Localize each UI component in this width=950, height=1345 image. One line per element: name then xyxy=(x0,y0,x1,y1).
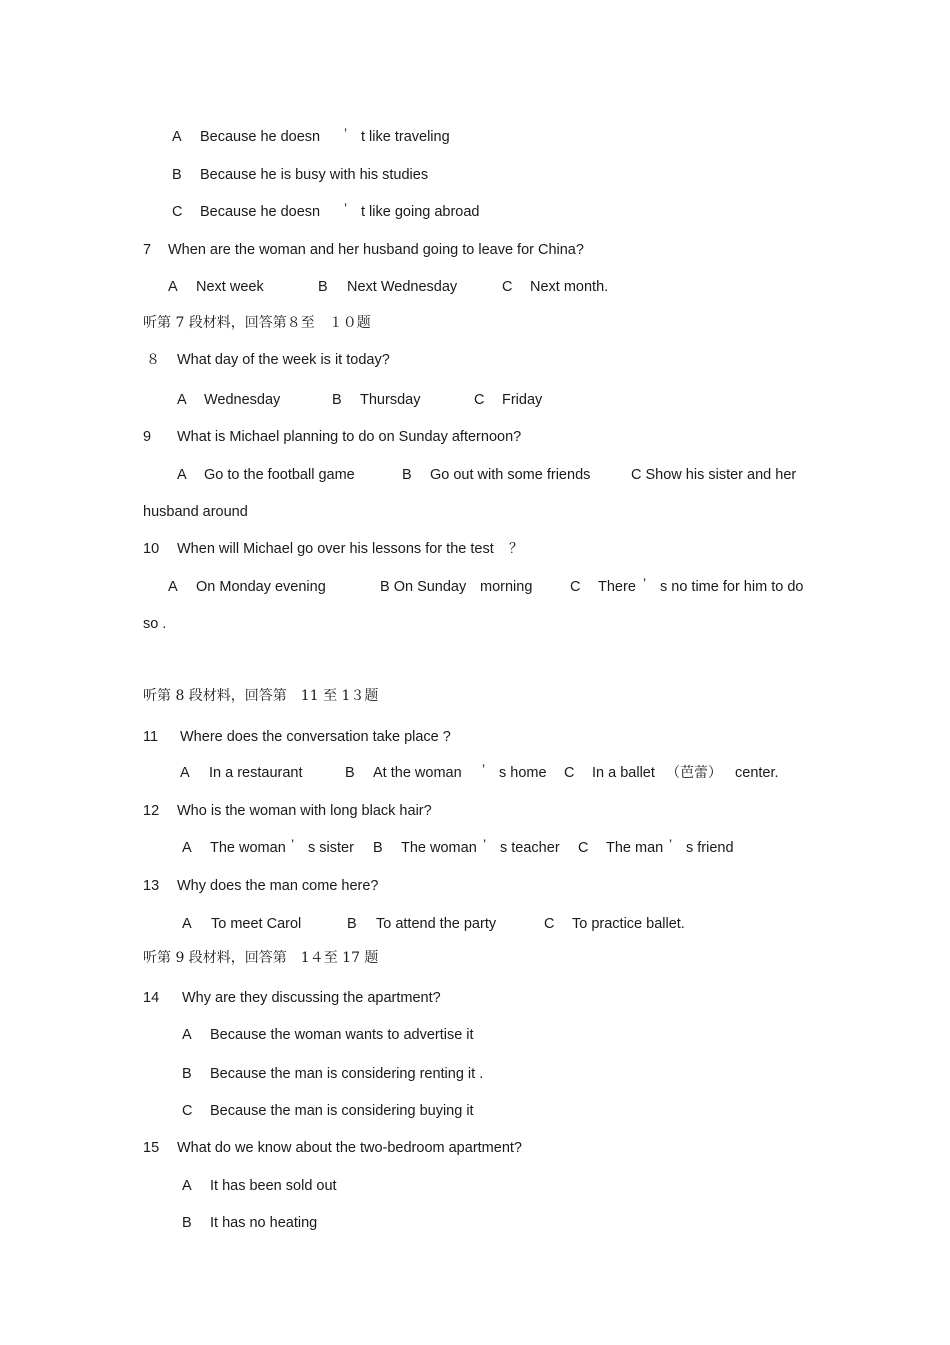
q10-option-a-text: On Monday evening xyxy=(196,579,326,595)
q6-option-c-text: Because he doesn xyxy=(200,204,321,220)
q11-option-c-text-end: center. xyxy=(735,765,779,781)
q13-option-c-text: To practice ballet. xyxy=(572,916,685,932)
q12-option-b-letter: B xyxy=(373,840,383,856)
q7-number: 7 xyxy=(143,242,152,258)
q10-option-c-text: There xyxy=(598,579,636,595)
q13-option-b-text: To attend the party xyxy=(376,916,497,932)
q10-number: 10 xyxy=(143,541,160,557)
q10-option-c-text-end: s no time for him to do xyxy=(660,579,804,595)
q9-number: 9 xyxy=(143,429,152,445)
q11-question: Where does the conversation take place ? xyxy=(180,729,451,745)
q11-number: 11 xyxy=(143,729,159,745)
q12-question: Who is the woman with long black hair? xyxy=(177,803,432,819)
q10-option-b-text: B On Sunday xyxy=(380,579,467,595)
q12-option-b-text-end: s teacher xyxy=(500,840,560,856)
q15-option-b-text: It has no heating xyxy=(210,1215,318,1231)
q6-option-c-letter: C xyxy=(172,204,183,220)
section-7-header: 听第 7 段材料，回答第８至 １０题 xyxy=(143,315,371,331)
q10-option-a-letter: A xyxy=(168,579,178,595)
q8-number: ８ xyxy=(146,352,160,368)
q13-question: Why does the man come here? xyxy=(177,878,379,894)
q11-option-c-text: In a ballet xyxy=(592,765,655,781)
q10-option-c-continuation: so . xyxy=(143,616,167,632)
q6-option-c-text-end: t like going abroad xyxy=(361,204,480,220)
q8-option-c-text: Friday xyxy=(502,392,543,408)
q6-option-a-text-end: t like traveling xyxy=(361,129,450,145)
q14-option-c-letter: C xyxy=(182,1103,193,1119)
q13-option-c-letter: C xyxy=(544,916,555,932)
q9-option-a-letter: A xyxy=(177,467,187,483)
q7-question: When are the woman and her husband going to leave for China? xyxy=(168,242,584,258)
q10-option-b-text-end: morning xyxy=(480,579,533,595)
q12-option-c-apostrophe: ’ xyxy=(669,836,673,852)
q6-option-a-text: Because he doesn xyxy=(200,129,321,145)
q6-option-c-apostrophe: ’ xyxy=(344,200,348,216)
q11-option-c-chinese: （芭蕾） xyxy=(666,765,722,781)
q7-option-c-letter: C xyxy=(502,279,513,295)
q13-option-a-text: To meet Carol xyxy=(211,916,302,932)
q13-option-b-letter: B xyxy=(347,916,357,932)
q11-option-b-letter: B xyxy=(345,765,355,781)
q11-option-c-letter: C xyxy=(564,765,575,781)
q10-option-c-letter: C xyxy=(570,579,581,595)
q11-option-b-apostrophe: ’ xyxy=(482,761,486,777)
q6-option-a-apostrophe: ’ xyxy=(344,125,348,141)
q12-option-b-text: The woman xyxy=(401,840,477,856)
q12-option-a-text: The woman xyxy=(210,840,286,856)
q14-question: Why are they discussing the apartment? xyxy=(182,990,441,1006)
q9-option-c-continuation: husband around xyxy=(143,504,248,520)
q9-option-a-text: Go to the football game xyxy=(204,467,355,483)
q14-option-b-letter: B xyxy=(182,1066,192,1082)
q8-option-a-text: Wednesday xyxy=(204,392,281,408)
q14-option-a-letter: A xyxy=(182,1027,192,1043)
q12-option-a-text-end: s sister xyxy=(308,840,354,856)
q7-option-c-text: Next month. xyxy=(530,279,609,295)
section-8-header: 听第 8 段材料，回答第 11 至 1３题 xyxy=(143,688,379,704)
q12-option-a-letter: A xyxy=(182,840,192,856)
q8-option-b-text: Thursday xyxy=(360,392,421,408)
q6-option-b-letter: B xyxy=(172,167,182,183)
q14-option-c-text: Because the man is considering buying it xyxy=(210,1103,474,1119)
q7-option-b-text: Next Wednesday xyxy=(347,279,458,295)
q13-number: 13 xyxy=(143,878,160,894)
q12-option-c-letter: C xyxy=(578,840,589,856)
q8-option-a-letter: A xyxy=(177,392,187,408)
q15-question: What do we know about the two-bedroom apartment? xyxy=(177,1140,522,1156)
q8-option-b-letter: B xyxy=(332,392,342,408)
q6-option-a-letter: A xyxy=(172,129,182,145)
q12-option-c-text: The man xyxy=(606,840,664,856)
q7-option-b-letter: B xyxy=(318,279,328,295)
q8-question: What day of the week is it today? xyxy=(177,352,390,368)
q11-option-a-text: In a restaurant xyxy=(209,765,303,781)
q14-option-b-text: Because the man is considering renting it . xyxy=(210,1066,484,1082)
q15-option-a-letter: A xyxy=(182,1178,192,1194)
q12-option-c-text-end: s friend xyxy=(686,840,734,856)
q15-option-b-letter: B xyxy=(182,1215,192,1231)
q15-number: 15 xyxy=(143,1140,160,1156)
q9-option-c-text: C Show his sister and her xyxy=(631,467,797,483)
q12-number: 12 xyxy=(143,803,160,819)
q6-option-b-text: Because he is busy with his studies xyxy=(200,167,429,183)
q9-option-b-text: Go out with some friends xyxy=(430,467,591,483)
q11-option-a-letter: A xyxy=(180,765,190,781)
q11-option-b-text: At the woman xyxy=(373,765,462,781)
q7-option-a-text: Next week xyxy=(196,279,264,295)
q14-number: 14 xyxy=(143,990,160,1006)
q10-question: When will Michael go over his lessons for the test xyxy=(177,541,494,557)
q8-option-c-letter: C xyxy=(474,392,485,408)
q12-option-b-apostrophe: ’ xyxy=(483,836,487,852)
q7-option-a-letter: A xyxy=(168,279,178,295)
q12-option-a-apostrophe: ’ xyxy=(291,836,295,852)
q11-option-b-text-end: s home xyxy=(499,765,547,781)
q15-option-a-text: It has been sold out xyxy=(210,1178,337,1194)
q13-option-a-letter: A xyxy=(182,916,192,932)
q9-question: What is Michael planning to do on Sunday afternoon? xyxy=(177,429,522,445)
q9-option-b-letter: B xyxy=(402,467,412,483)
q10-question-mark: ？ xyxy=(509,541,523,557)
q10-option-c-apostrophe: ’ xyxy=(643,575,647,591)
section-9-header: 听第 9 段材料，回答第 1４至 17 题 xyxy=(143,950,379,966)
q14-option-a-text: Because the woman wants to advertise it xyxy=(210,1027,474,1043)
